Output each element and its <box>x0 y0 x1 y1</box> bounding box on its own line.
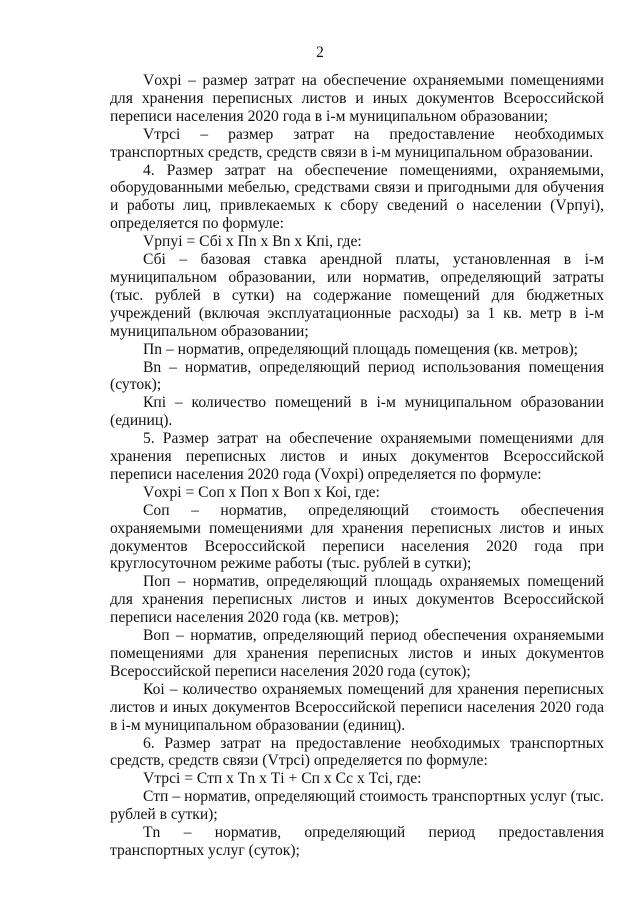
paragraph: Кпi – количество помещений в i-м муниципальном образовании (единиц). <box>110 394 604 430</box>
document-body <box>110 72 604 860</box>
paragraph: Пn – норматив, определяющий площадь помещения (кв. метров); <box>143 340 578 358</box>
page-number: 2 <box>316 44 324 61</box>
paragraph: 4. Размер затрат на обеспечение помещениями, охраняемыми, оборудованными мебелью, средствами связи и пригодными для обучения и работы лиц, привлекаемых к сбору сведений о населении (Vрпуi), определяется по формуле: <box>110 161 604 233</box>
paragraph: Стп – норматив, определяющий стоимость транспортных услуг (тыс. рублей в сутки); <box>110 788 604 824</box>
paragraph: Соп – норматив, определяющий стоимость обеспечения охраняемыми помещениями для хранения переписных листов и иных документов Всероссийской переписи населения 2020 года при круглосуточном режиме работы (тыс. рублей в сутки); <box>110 501 604 573</box>
paragraph: 6. Размер затрат на предоставление необходимых транспортных средств, средств связи (Vтрсi) определяется по формуле: <box>110 734 604 770</box>
paragraph: Vохрi – размер затрат на обеспечение охраняемыми помещениями для хранения переписных листов и иных документов Всероссийской переписи населения 2020 года в i-м муниципальном образовании; <box>110 72 604 125</box>
paragraph: Поп – норматив, определяющий площадь охраняемых помещений для хранения переписных листов и иных документов Всероссийской переписи населения 2020 года (кв. метров); <box>110 573 604 627</box>
paragraph: Воп – норматив, определяющий период обеспечения охраняемыми помещениями для хранения переписных листов и иных документов Всероссийской переписи населения 2020 года (суток); <box>110 627 604 680</box>
paragraph: Тn – норматив, определяющий период предоставления транспортных услуг (суток); <box>110 824 604 859</box>
formula: Vрпуi = Сбi x Пn x Вn x Кпi, где: <box>143 233 362 251</box>
formula: Vтрсi = Стп x Тn x Тi + Сп x Сс x Тсi, где: <box>143 770 422 788</box>
paragraph: Сбi – базовая ставка арендной платы, установленная в i-м муниципальном образовании, или норматив, определяющий затраты (тыс. рублей в сутки) на содержание помещений для бюджетных учреждений (включая эксплуатационные расходы) за 1 кв. метр в i-м муниципальном образовании; <box>110 251 604 340</box>
paragraph: Vтрсi – размер затрат на предоставление необходимых транспортных средств, средств связи в i-м муниципальном образовании. <box>110 125 604 161</box>
paragraph: Коi – количество охраняемых помещений для хранения переписных листов и иных документов Всероссийской переписи населения 2020 года в i-м муниципальном образовании (единиц). <box>110 680 604 734</box>
paragraph: Вn – норматив, определяющий период использования помещения (суток); <box>110 358 604 394</box>
formula: Vохрi = Соп x Поп x Воп x Коi, где: <box>143 483 380 501</box>
paragraph: 5. Размер затрат на обеспечение охраняемыми помещениями для хранения переписных листов и иных документов Всероссийской переписи населения 2020 года (Vохрi) определяется по формуле: <box>110 430 604 483</box>
